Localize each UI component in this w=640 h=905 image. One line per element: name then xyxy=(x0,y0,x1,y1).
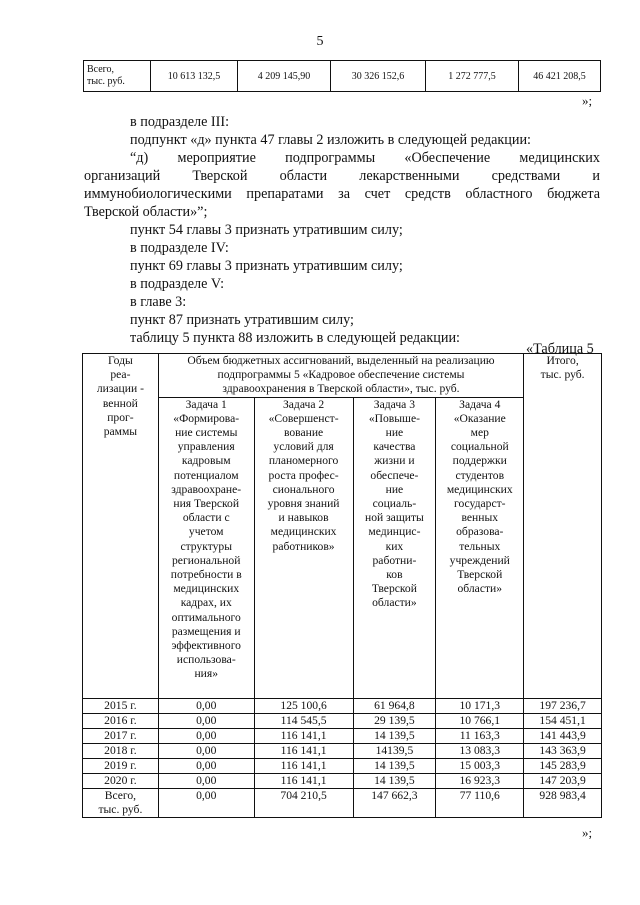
paragraph: в подразделе V: xyxy=(130,276,225,292)
page-number: 5 xyxy=(316,34,324,49)
cell-task-4: 77 110,6 xyxy=(436,788,524,817)
cell-total: 147 203,9 xyxy=(524,773,602,788)
cell-task-2: 114 545,5 xyxy=(254,713,353,728)
cell-total: 928 983,4 xyxy=(524,788,602,817)
summary-table xyxy=(83,60,601,92)
paragraph: таблицу 5 пункта 88 изложить в следующей редакции: xyxy=(130,330,460,346)
cell-task-1: 0,00 xyxy=(158,698,254,713)
header-task-1: Задача 1 «Формирова- ние системы управления кадровым потенциалом здравоохране- ния Тверской области с учетом структуры региональной потребности в медицинских кадрах, их оптимального размещения и эффективного использова- ния» xyxy=(158,397,254,698)
table-row xyxy=(83,728,602,743)
cell-task-2: 125 100,6 xyxy=(254,698,353,713)
table-row xyxy=(83,743,602,758)
table-cell: 30 326 152,6 xyxy=(331,61,426,92)
paragraph: пункт 54 главы 3 признать утратившим силу; xyxy=(130,222,403,238)
paragraph: в главе 3: xyxy=(130,294,187,310)
header-total: Итого, тыс. руб. xyxy=(524,354,602,699)
paragraph: в подразделе IV: xyxy=(130,240,229,256)
table-row xyxy=(83,698,602,713)
header-task-4: Задача 4 «Оказание мер социальной поддержки студентов медицинских государст- венных образова- тельных учреждений Тверской области» xyxy=(436,397,524,698)
cell-task-1: 0,00 xyxy=(158,743,254,758)
table-cell: 4 209 145,90 xyxy=(238,61,331,92)
table-cell: 46 421 208,5 xyxy=(519,61,601,92)
paragraph: подпункт «д» пункта 47 главы 2 изложить в следующей редакции: xyxy=(130,132,531,148)
table-header-row xyxy=(83,354,602,398)
table-row xyxy=(83,758,602,773)
cell-task-4: 10 766,1 xyxy=(436,713,524,728)
cell-task-2: 116 141,1 xyxy=(254,728,353,743)
cell-task-4: 16 923,3 xyxy=(436,773,524,788)
cell-task-3: 14 139,5 xyxy=(353,773,436,788)
table-cell: Всего, тыс. руб. xyxy=(84,61,151,92)
budget-table xyxy=(82,353,602,818)
cell-task-4: 15 003,3 xyxy=(436,758,524,773)
cell-task-4: 13 083,3 xyxy=(436,743,524,758)
cell-task-4: 10 171,3 xyxy=(436,698,524,713)
cell-task-2: 704 210,5 xyxy=(254,788,353,817)
row-year: 2015 г. xyxy=(83,698,159,713)
row-year: 2018 г. xyxy=(83,743,159,758)
table-cell: 1 272 777,5 xyxy=(426,61,519,92)
cell-task-3: 147 662,3 xyxy=(353,788,436,817)
cell-total: 154 451,1 xyxy=(524,713,602,728)
paragraph: пункт 69 главы 3 признать утратившим силу; xyxy=(130,258,403,274)
cell-task-3: 14 139,5 xyxy=(353,728,436,743)
cell-total: 141 443,9 xyxy=(524,728,602,743)
header-task-2: Задача 2 «Совершенст- вование условий для планомерного роста профес- сионального уровня знаний и навыков медицинских работников» xyxy=(254,397,353,698)
header-task-3: Задача 3 «Повыше- ние качества жизни и обеспече- ние социаль- ной защиты мединцис- ких работни- ков Тверской области» xyxy=(353,397,436,698)
closing-quote: »; xyxy=(582,93,593,108)
row-year: 2019 г. xyxy=(83,758,159,773)
table-row xyxy=(84,61,601,92)
paragraph: “д) мероприятие подпрограммы «Обеспечение медицинских xyxy=(130,150,600,166)
row-year: 2020 г. xyxy=(83,773,159,788)
table-header-row xyxy=(83,397,602,698)
row-year: Всего, тыс. руб. xyxy=(83,788,159,817)
cell-task-3: 61 964,8 xyxy=(353,698,436,713)
closing-quote: »; xyxy=(582,825,593,840)
cell-task-3: 29 139,5 xyxy=(353,713,436,728)
row-year: 2017 г. xyxy=(83,728,159,743)
table-row xyxy=(83,773,602,788)
table-row xyxy=(83,713,602,728)
cell-task-3: 14139,5 xyxy=(353,743,436,758)
header-group: Объем бюджетных ассигнований, выделенный на реализацию подпрограммы 5 «Кадровое обеспечение системы здравоохранения в Тверской области», тыс. руб. xyxy=(158,354,523,398)
header-years: Годы реа- лизации - венной прог- раммы xyxy=(83,354,159,699)
cell-task-4: 11 163,3 xyxy=(436,728,524,743)
cell-task-1: 0,00 xyxy=(158,788,254,817)
table-cell: 10 613 132,5 xyxy=(151,61,238,92)
paragraph: иммунобиологическими препаратами за счет средств областного бюджета xyxy=(84,186,600,202)
cell-task-2: 116 141,1 xyxy=(254,773,353,788)
paragraph: в подразделе III: xyxy=(130,114,230,130)
paragraph: организаций Тверской области лекарственными средствами и xyxy=(84,168,600,184)
cell-task-2: 116 141,1 xyxy=(254,743,353,758)
cell-task-2: 116 141,1 xyxy=(254,758,353,773)
cell-task-3: 14 139,5 xyxy=(353,758,436,773)
table-total-row xyxy=(83,788,602,817)
cell-total: 197 236,7 xyxy=(524,698,602,713)
row-year: 2016 г. xyxy=(83,713,159,728)
cell-task-1: 0,00 xyxy=(158,773,254,788)
cell-task-1: 0,00 xyxy=(158,758,254,773)
cell-total: 143 363,9 xyxy=(524,743,602,758)
paragraph: Тверской области»”; xyxy=(84,204,208,220)
cell-task-1: 0,00 xyxy=(158,713,254,728)
table-caption: «Таблица 5 xyxy=(526,341,594,357)
paragraph: пункт 87 признать утратившим силу; xyxy=(130,312,354,328)
cell-total: 145 283,9 xyxy=(524,758,602,773)
cell-task-1: 0,00 xyxy=(158,728,254,743)
